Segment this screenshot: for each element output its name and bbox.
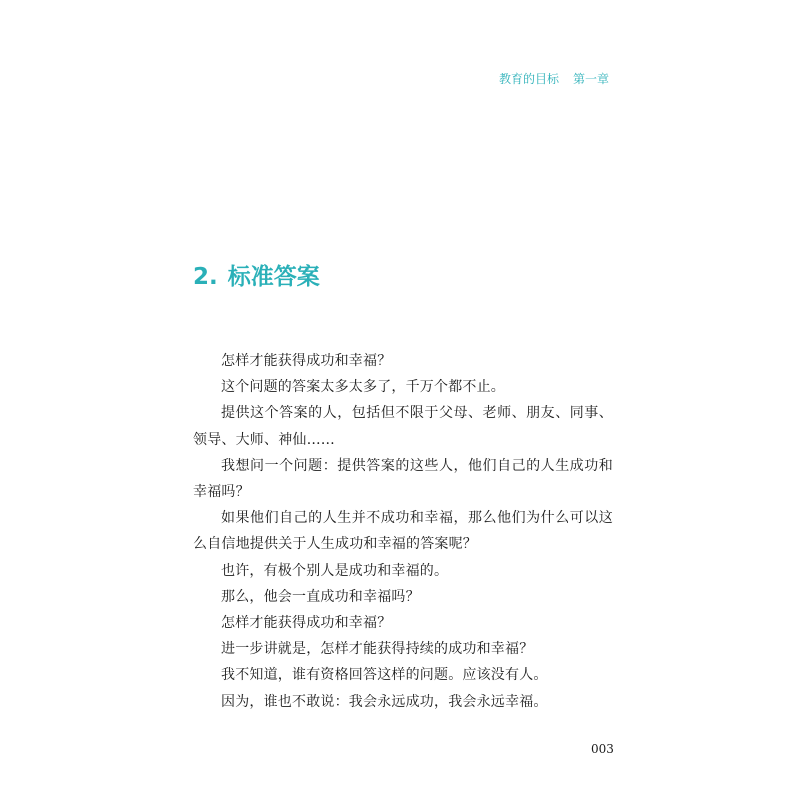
section-title: 标准答案 <box>227 264 320 290</box>
page-number: 003 <box>591 742 614 756</box>
header-book-part: 教育的目标 <box>498 72 559 86</box>
header-chapter: 第一章 <box>572 72 609 86</box>
paragraph: 这个问题的答案太多太多了，千万个都不止。 <box>221 379 505 396</box>
body-text <box>193 348 613 715</box>
paragraph: 我想问一个问题：提供答案的这些人，他们自己的人生成功和幸福吗？ <box>193 457 613 501</box>
paragraph: 因为，谁也不敢说：我会永远成功，我会永远幸福。 <box>221 693 548 710</box>
running-header <box>499 70 609 87</box>
paragraph: 怎样才能获得成功和幸福？ <box>221 615 392 632</box>
paragraph: 那么，他会一直成功和幸福吗？ <box>221 588 420 605</box>
paragraph: 提供这个答案的人，包括但不限于父母、老师、朋友、同事、领导、大师、神仙…… <box>193 405 613 448</box>
section-number: 2. <box>193 264 218 290</box>
paragraph: 怎样才能获得成功和幸福？ <box>221 353 392 369</box>
section-heading <box>193 258 320 291</box>
paragraph: 如果他们自己的人生并不成功和幸福，那么他们为什么可以这么自信地提供关于人生成功和幸福的答案呢？ <box>193 510 613 553</box>
paragraph: 进一步讲就是，怎样才能获得持续的成功和幸福？ <box>221 641 534 658</box>
paragraph: 也许，有极个别人是成功和幸福的。 <box>221 562 449 579</box>
paragraph: 我不知道，谁有资格回答这样的问题。应该没有人。 <box>221 667 548 684</box>
